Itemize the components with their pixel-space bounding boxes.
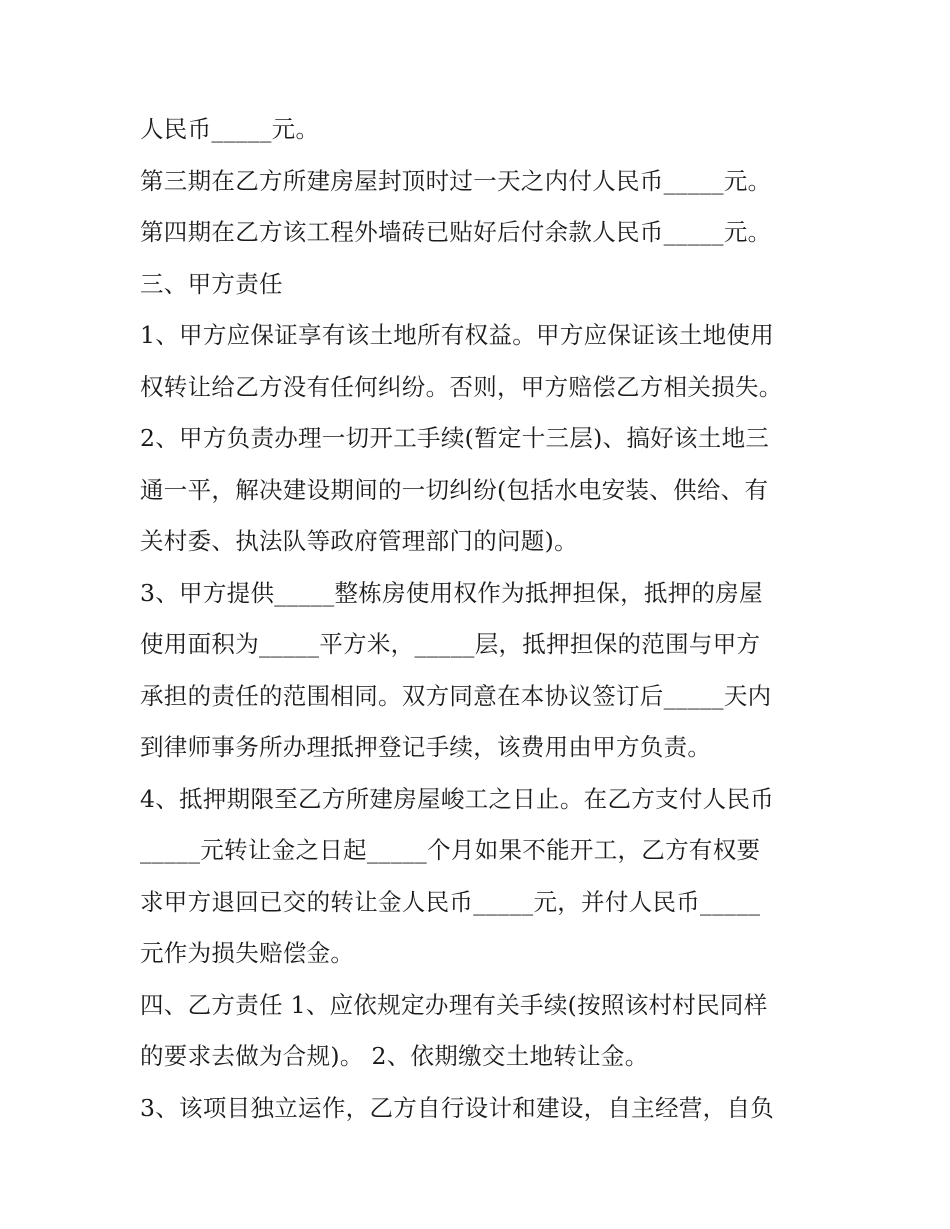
text-line: 求甲方退回已交的转让金人民币_____元，并付人民币_____: [140, 887, 761, 916]
text-line: 第四期在乙方该工程外墙砖已贴好后付余款人民币_____元。: [140, 218, 772, 246]
text-line: 人民币_____元。: [140, 115, 320, 143]
text-line: 2、甲方负责办理一切开工手续(暂定十三层)、搞好该土地三: [140, 424, 770, 452]
document-body: [140, 104, 820, 1134]
text-line: 第三期在乙方所建房屋封顶时过一天之内付人民币_____元。: [140, 166, 772, 195]
text-line: 3、甲方提供_____整栋房使用权作为抵押担保，抵押的房屋: [140, 578, 763, 607]
section-heading: 三、甲方责任: [140, 269, 283, 298]
text-line: 四、乙方责任 1、应依规定办理有关手续(按照该村村民同样: [140, 990, 768, 1019]
text-line: 关村委、执法队等政府管理部门的问题)。: [140, 527, 578, 555]
text-line: 3、该项目独立运作，乙方自行设计和建设，自主经营，自负: [140, 1093, 775, 1122]
text-line: _____元转让金之日起_____个月如果不能开工，乙方有权要: [140, 836, 761, 864]
text-line: 通一平，解决建设期间的一切纠纷(包括水电安装、供给、有: [140, 475, 769, 504]
text-line: 权转让给乙方没有任何纠纷。否则，甲方赔偿乙方相关损失。: [140, 372, 783, 401]
text-line: 使用面积为_____平方米，_____层，抵押担保的范围与甲方: [140, 630, 761, 658]
text-line: 承担的责任的范围相同。双方同意在本协议签订后_____天内: [140, 681, 772, 710]
text-line: 到律师事务所办理抵押登记手续，该费用由甲方负责。: [140, 733, 712, 761]
text-line: 元作为损失赔偿金。: [140, 939, 355, 967]
text-line: 4、抵押期限至乙方所建房屋峻工之日止。在乙方支付人民币: [140, 784, 775, 813]
text-line: 1、甲方应保证享有该土地所有权益。甲方应保证该土地使用: [140, 321, 775, 349]
text-line: 的要求去做为合规)。 2、依期缴交土地转让金。: [140, 1042, 649, 1070]
